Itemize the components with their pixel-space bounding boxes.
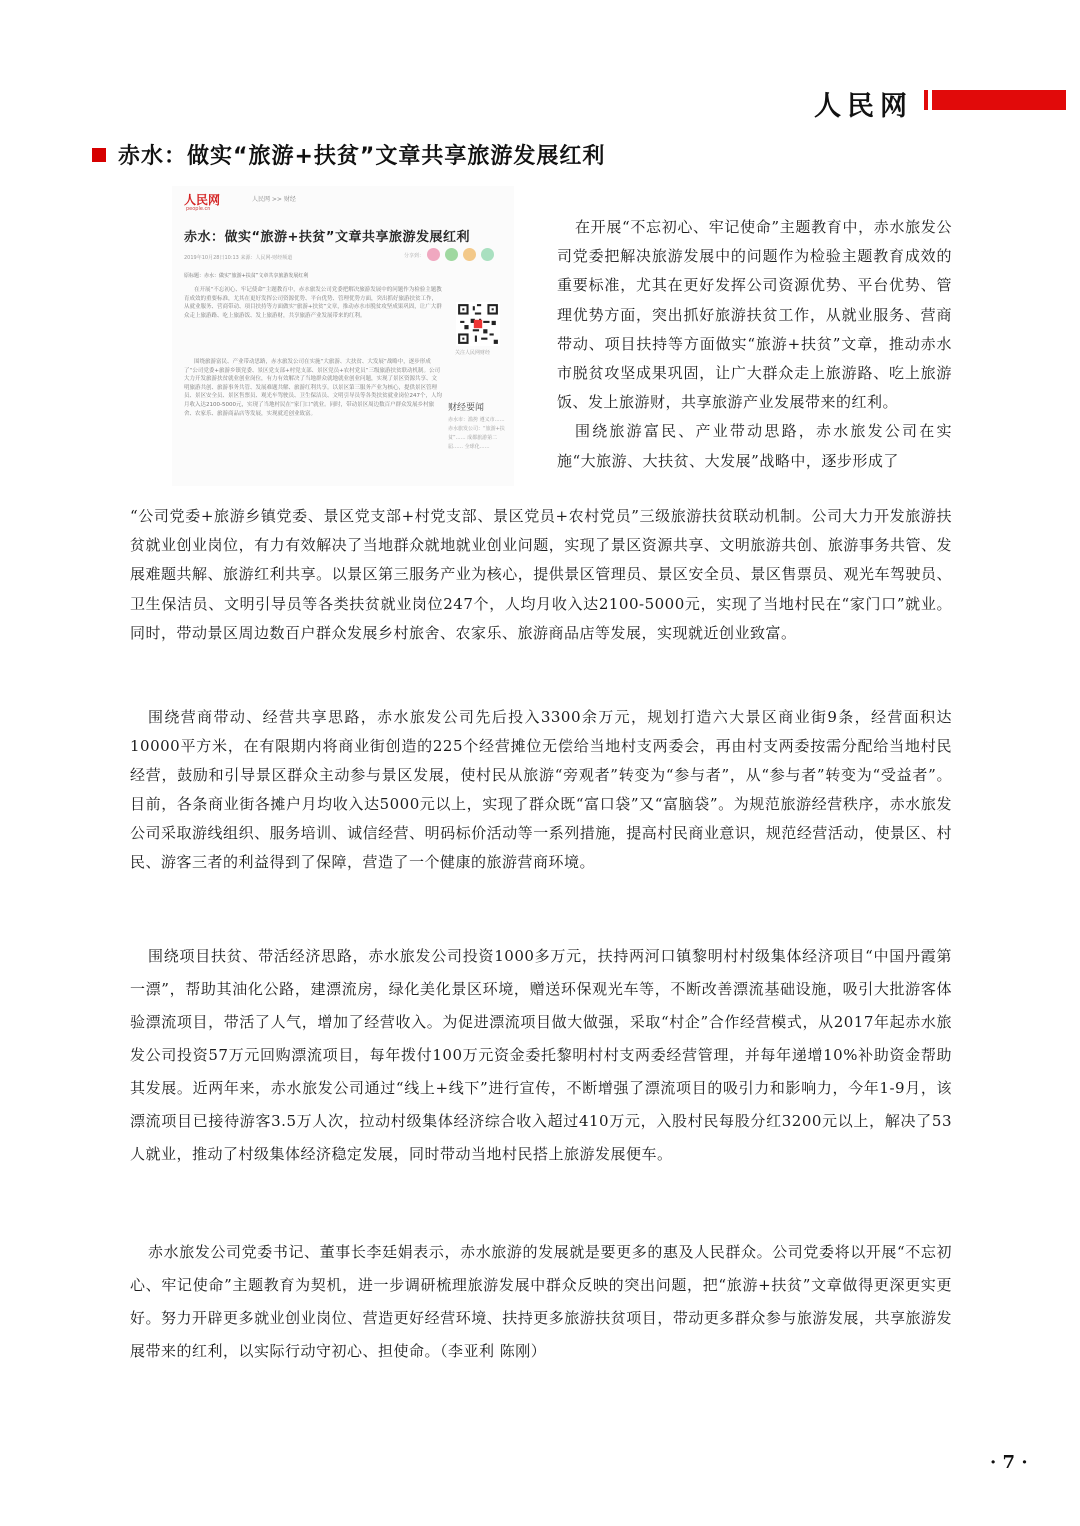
masthead-red-bar [932, 90, 1066, 110]
article-para-3: 围绕营商带动、经营共享思路，赤水旅发公司先后投入3300余万元，规划打造六大景区商业街9条，经营面积达10000平方米，在有限期内将商业街创造的225个经营摊位无偿给当地村支两委会，再由村支两委按需分配给当地村民经营，鼓励和引导景区群众主动参与景区发展，使村民从旅游“旁观者”转变为“参与者”，从“参与者”转变为“受益者”。目前，各条商业街各摊户月均收入达5000元以上，实现了群众既“富口袋”又“富脑袋”。为规范旅游经营秩序，赤水旅发公司采取游线组织、服务培训、诚信经营、明码标价活动等一系列措施，提高村民商业意识，规范经营活动，使景区、村民、游客三者的利益得到了保障，营造了一个健康的旅游营商环境。 [130, 708, 952, 871]
article-para-5: 赤水旅发公司党委书记、董事长李廷娟表示，赤水旅游的发展就是要更多的惠及人民群众。公司党委将以开展“不忘初心、牢记使命”主题教育为契机，进一步调研梳理旅游发展中群众反映的突出问题，把“旅游+扶贫”文章做得更深更实更好。努力开辟更多就业创业岗位、营造更好经营环境、扶持更多旅游扶贫项目，带动更多群众参与旅游发展，共享旅游发展带来的红利，以实际行动守初心、担使命。（李亚利 陈刚） [130, 1243, 952, 1360]
article-para-4: 围绕项目扶贫、带活经济思路，赤水旅发公司投资1000多万元，扶持两河口镇黎明村村级集体经济项目“中国丹霞第一漂”，帮助其油化公路，建漂流房，绿化美化景区环境，赠送环保观光车等，不断改善漂流基础设施，吸引大批游客体验漂流项目，带活了人气，增加了经营收入。为促进漂流项目做大做强，采取“村企”合作经营模式，从2017年起赤水旅发公司投资57万元回购漂流项目，每年拨付100万元资金委托黎明村村支两委经营管理，并每年递增10%补助资金帮助其发展。近两年来，赤水旅发公司通过“线上+线下”进行宣传，不断增强了漂流项目的吸引力和影响力，今年1-9月，该漂流项目已接待游客3.5万人次，拉动村级集体经济综合收入超过410万元，入股村民每股分红3200元以上，解决了53人就业，推动了村级集体经济稳定发展，同时带动当地村民搭上旅游发展便车。 [130, 947, 952, 1163]
masthead-brand: 人民网 [814, 91, 913, 122]
article-para-1-right [557, 213, 952, 476]
screenshot-breadcrumb: 人民网 >> 财经 [252, 196, 296, 203]
share-weibo-icon [427, 248, 440, 261]
article-para-2-continued: “公司党委+旅游乡镇党委、景区党支部+村党支部、景区党员+农村党员”三级旅游扶贫联动机制。公司大力开发旅游扶贫就业创业岗位，有力有效解决了当地群众就地就业创业问题，实现了景区资源共享、文明旅游共创、旅游事务共管、发展难题共解、旅游红利共享。以景区第三服务产业为核心，提供景区管理员、景区安全员、景区售票员、观光车驾驶员、卫生保洁员、文明引导员等各类扶贫就业岗位247个，人均月收入达2100-5000元，实现了当地村民在“家门口”就业。同时，带动景区周边数百户群众发展乡村旅舍、农家乐、旅游商品店等发展，实现就近创业致富。 [130, 507, 952, 642]
masthead-accent-line [924, 90, 928, 110]
news-list: 赤水市：滥挎 遵义市…… 赤水旅发公司：“旅游+扶贫”…… 成都旅游第二届…… 全球化…… [448, 417, 505, 450]
screenshot-para-2: 围绕旅游富民、产业带动思路，赤水旅发公司在实施“大旅游、大扶贫、大发展”战略中，逐步形成了“公司党委+旅游乡镇党委、景区党支部+村党支部、景区党员+农村党员”三级旅游扶贫联动机制。公司大力开发旅游扶贫就业创业岗位，有力有效解决了当地群众就地就业创业问题，实现了景区资源共享、文明旅游共创、旅游事务共管、发展难题共解、旅游红利共享。以景区第三服务产业为核心，提供景区管理员、景区安全员、景区售票员、观光车驾驶员、卫生保洁员、文明引导员等各类扶贫就业岗位247个，人均月收入达2100-5000元，实现了当地村民在“家门口”就业。同时，带动景区周边数百户群众发展乡村旅舍、农家乐、旅游商品店等发展，实现就近创业致富。 [184, 359, 443, 417]
share-more-icon [481, 248, 494, 261]
screenshot-title: 赤水：做实“旅游+扶贫”文章共享旅游发展红利 [184, 230, 470, 245]
share-wechat-icon [445, 248, 458, 261]
screenshot-share-label: 分享到： [404, 253, 425, 259]
screenshot-original-title: 原标题：赤水：做实“旅游+扶贫”文章共享旅游发展红利 [184, 273, 309, 279]
screenshot-meta: 2019年10月28日10:13 来源：人民网-财经频道 [184, 255, 293, 261]
screenshot-logo-sub: people.cn [186, 206, 211, 212]
title-bullet-square [92, 148, 106, 162]
screenshot-para-1: 在开展“不忘初心、牢记使命”主题教育中，赤水旅发公司党委把解决旅游发展中的问题作为检验主题教育成效的重要标准，尤其在更好发挥公司资源优势、平台优势、管理优势方面，突出抓好旅游扶贫工作，从就业服务、营商带动、项目扶持等方面做实“旅游+扶贫”文章，推动赤水市脱贫攻坚成果巩固，让广大群众走上旅游路、吃上旅游饭、发上旅游财，共享旅游产业发展带来的红利。 [184, 287, 442, 319]
article-screenshot [172, 186, 514, 486]
news-heading: 财经要闻 [448, 403, 485, 413]
para-1: 在开展“不忘初心、牢记使命”主题教育中，赤水旅发公司党委把解决旅游发展中的问题作为检验主题教育成效的重要标准，尤其在更好发挥公司资源优势、平台优势、管理优势方面，突出抓好旅游扶贫工作，从就业服务、营商带动、项目扶持等方面做实“旅游+扶贫”文章，推动赤水市脱贫攻坚成果巩固，让广大群众走上旅游路、吃上旅游饭、发上旅游财，共享旅游产业发展带来的红利。 [557, 218, 952, 412]
qr-code-icon [456, 302, 500, 346]
screenshot-logo: 人民网 [184, 193, 221, 207]
page-number: · 7 · [990, 1452, 1028, 1473]
para-2-start: 围绕旅游富民、产业带动思路，赤水旅发公司在实施“大旅游、大扶贫、大发展”战略中，逐步形成了 [557, 422, 952, 470]
qr-caption: 关注人民网财经 [455, 350, 491, 356]
share-qzone-icon [463, 248, 476, 261]
article-title-row [92, 139, 605, 170]
article-title: 赤水：做实“旅游+扶贫”文章共享旅游发展红利 [118, 144, 606, 169]
